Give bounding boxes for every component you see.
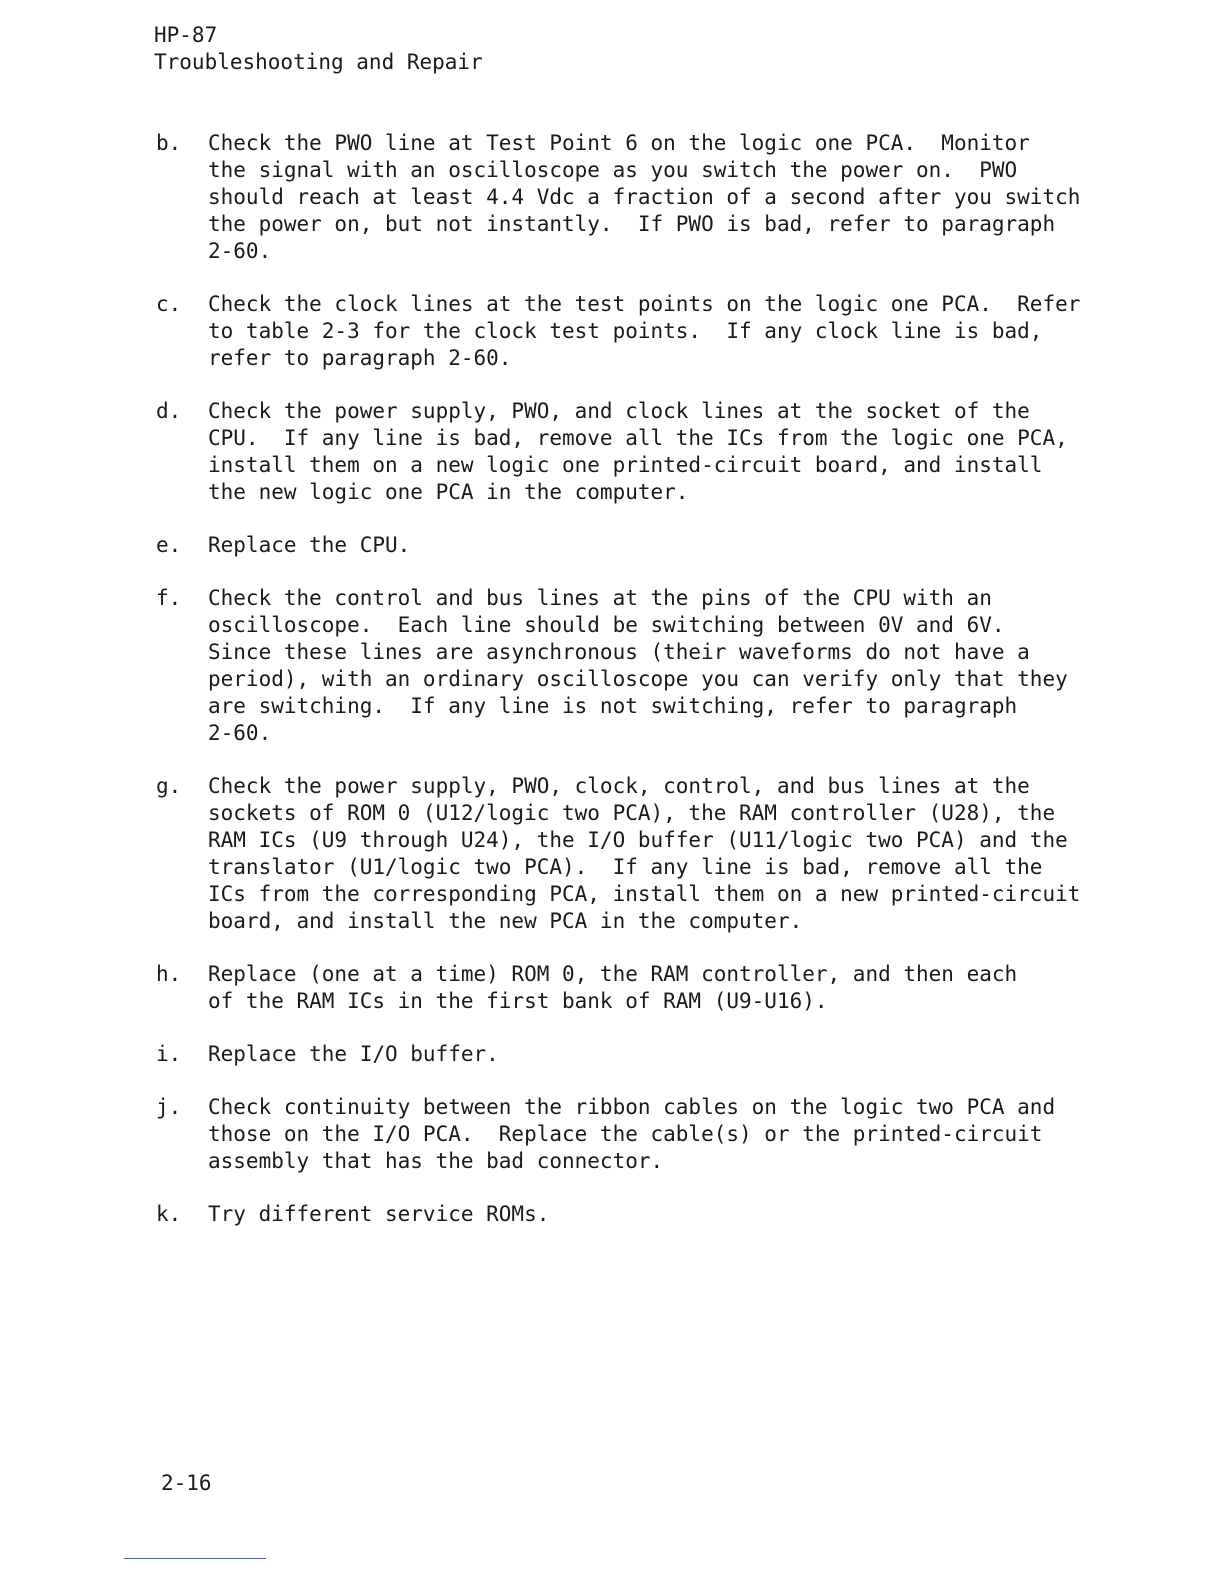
step-text-line: the signal with an oscilloscope as you switch the power on. PWO: [208, 158, 1018, 182]
step-text-line: to table 2-3 for the clock test points. If any clock line is bad,: [208, 319, 1043, 343]
step-text-line: 2-60.: [208, 721, 272, 745]
step-item: [156, 773, 1116, 935]
step-text: [208, 1041, 1116, 1068]
bottom-rule: [124, 1558, 266, 1559]
step-text-line: sockets of ROM 0 (U12/logic two PCA), the RAM controller (U28), the: [208, 801, 1056, 825]
step-text-line: RAM ICs (U9 through U24), the I/O buffer (U11/logic two PCA) and the: [208, 828, 1068, 852]
step-text: [208, 398, 1116, 506]
step-text-line: Since these lines are asynchronous (their waveforms do not have a: [208, 640, 1030, 664]
step-item: [156, 1201, 1116, 1228]
step-text-line: those on the I/O PCA. Replace the cable(s) or the printed-circuit: [208, 1122, 1043, 1146]
step-text-line: the new logic one PCA in the computer.: [208, 480, 689, 504]
step-text-line: Check the PWO line at Test Point 6 on the logic one PCA. Monitor: [208, 131, 1030, 155]
step-text: [208, 532, 1116, 559]
step-text-line: 2-60.: [208, 239, 272, 263]
step-letter: f.: [156, 586, 182, 610]
step-item: [156, 585, 1116, 747]
step-text-line: assembly that has the bad connector.: [208, 1149, 664, 1173]
step-text-line: period), with an ordinary oscilloscope you can verify only that they: [208, 667, 1068, 691]
step-text: [208, 1094, 1116, 1175]
step-text-line: board, and install the new PCA in the computer.: [208, 909, 803, 933]
step-text-line: should reach at least 4.4 Vdc a fraction of a second after you switch: [208, 185, 1081, 209]
page-number: 2-16: [161, 1471, 212, 1495]
step-item: [156, 1094, 1116, 1175]
step-text-line: Replace the CPU.: [208, 533, 411, 557]
step-letter: k.: [156, 1202, 182, 1226]
step-letter: i.: [156, 1042, 182, 1066]
step-text-line: CPU. If any line is bad, remove all the ICs from the logic one PCA,: [208, 426, 1068, 450]
step-text-line: Check the power supply, PWO, and clock lines at the socket of the: [208, 399, 1030, 423]
step-text-line: Replace the I/O buffer.: [208, 1042, 499, 1066]
step-text-line: oscilloscope. Each line should be switching between 0V and 6V.: [208, 613, 1005, 637]
page-header: [154, 22, 483, 76]
step-text: [208, 773, 1116, 935]
step-text-line: are switching. If any line is not switching, refer to paragraph: [208, 694, 1018, 718]
step-letter: e.: [156, 533, 182, 557]
step-text-line: Check continuity between the ribbon cables on the logic two PCA and: [208, 1095, 1056, 1119]
step-text-line: Try different service ROMs.: [208, 1202, 550, 1226]
step-item: [156, 532, 1116, 559]
step-text-line: of the RAM ICs in the first bank of RAM (U9-U16).: [208, 989, 828, 1013]
step-text: [208, 1201, 1116, 1228]
step-letter: h.: [156, 962, 182, 986]
step-letter: c.: [156, 292, 182, 316]
step-text-line: Check the control and bus lines at the pins of the CPU with an: [208, 586, 992, 610]
step-text-line: ICs from the corresponding PCA, install them on a new printed-circuit: [208, 882, 1081, 906]
step-text: [208, 961, 1116, 1015]
step-text: [208, 130, 1116, 265]
step-letter: j.: [156, 1095, 182, 1119]
header-model: HP-87: [154, 23, 218, 47]
step-text-line: refer to paragraph 2-60.: [208, 346, 512, 370]
step-text-line: Replace (one at a time) ROM 0, the RAM controller, and then each: [208, 962, 1018, 986]
step-item: [156, 291, 1116, 372]
step-text: [208, 585, 1116, 747]
step-text-line: Check the power supply, PWO, clock, control, and bus lines at the: [208, 774, 1030, 798]
step-letter: g.: [156, 774, 182, 798]
step-item: [156, 1041, 1116, 1068]
step-item: [156, 130, 1116, 265]
step-text-line: Check the clock lines at the test points on the logic one PCA. Refer: [208, 292, 1081, 316]
step-text-line: the power on, but not instantly. If PWO is bad, refer to paragraph: [208, 212, 1056, 236]
header-section: Troubleshooting and Repair: [154, 50, 483, 74]
step-text: [208, 291, 1116, 372]
step-item: [156, 961, 1116, 1015]
troubleshooting-steps: [156, 130, 1116, 1254]
step-letter: d.: [156, 399, 182, 423]
step-text-line: install them on a new logic one printed-circuit board, and install: [208, 453, 1043, 477]
step-text-line: translator (U1/logic two PCA). If any line is bad, remove all the: [208, 855, 1043, 879]
step-letter: b.: [156, 131, 182, 155]
step-item: [156, 398, 1116, 506]
